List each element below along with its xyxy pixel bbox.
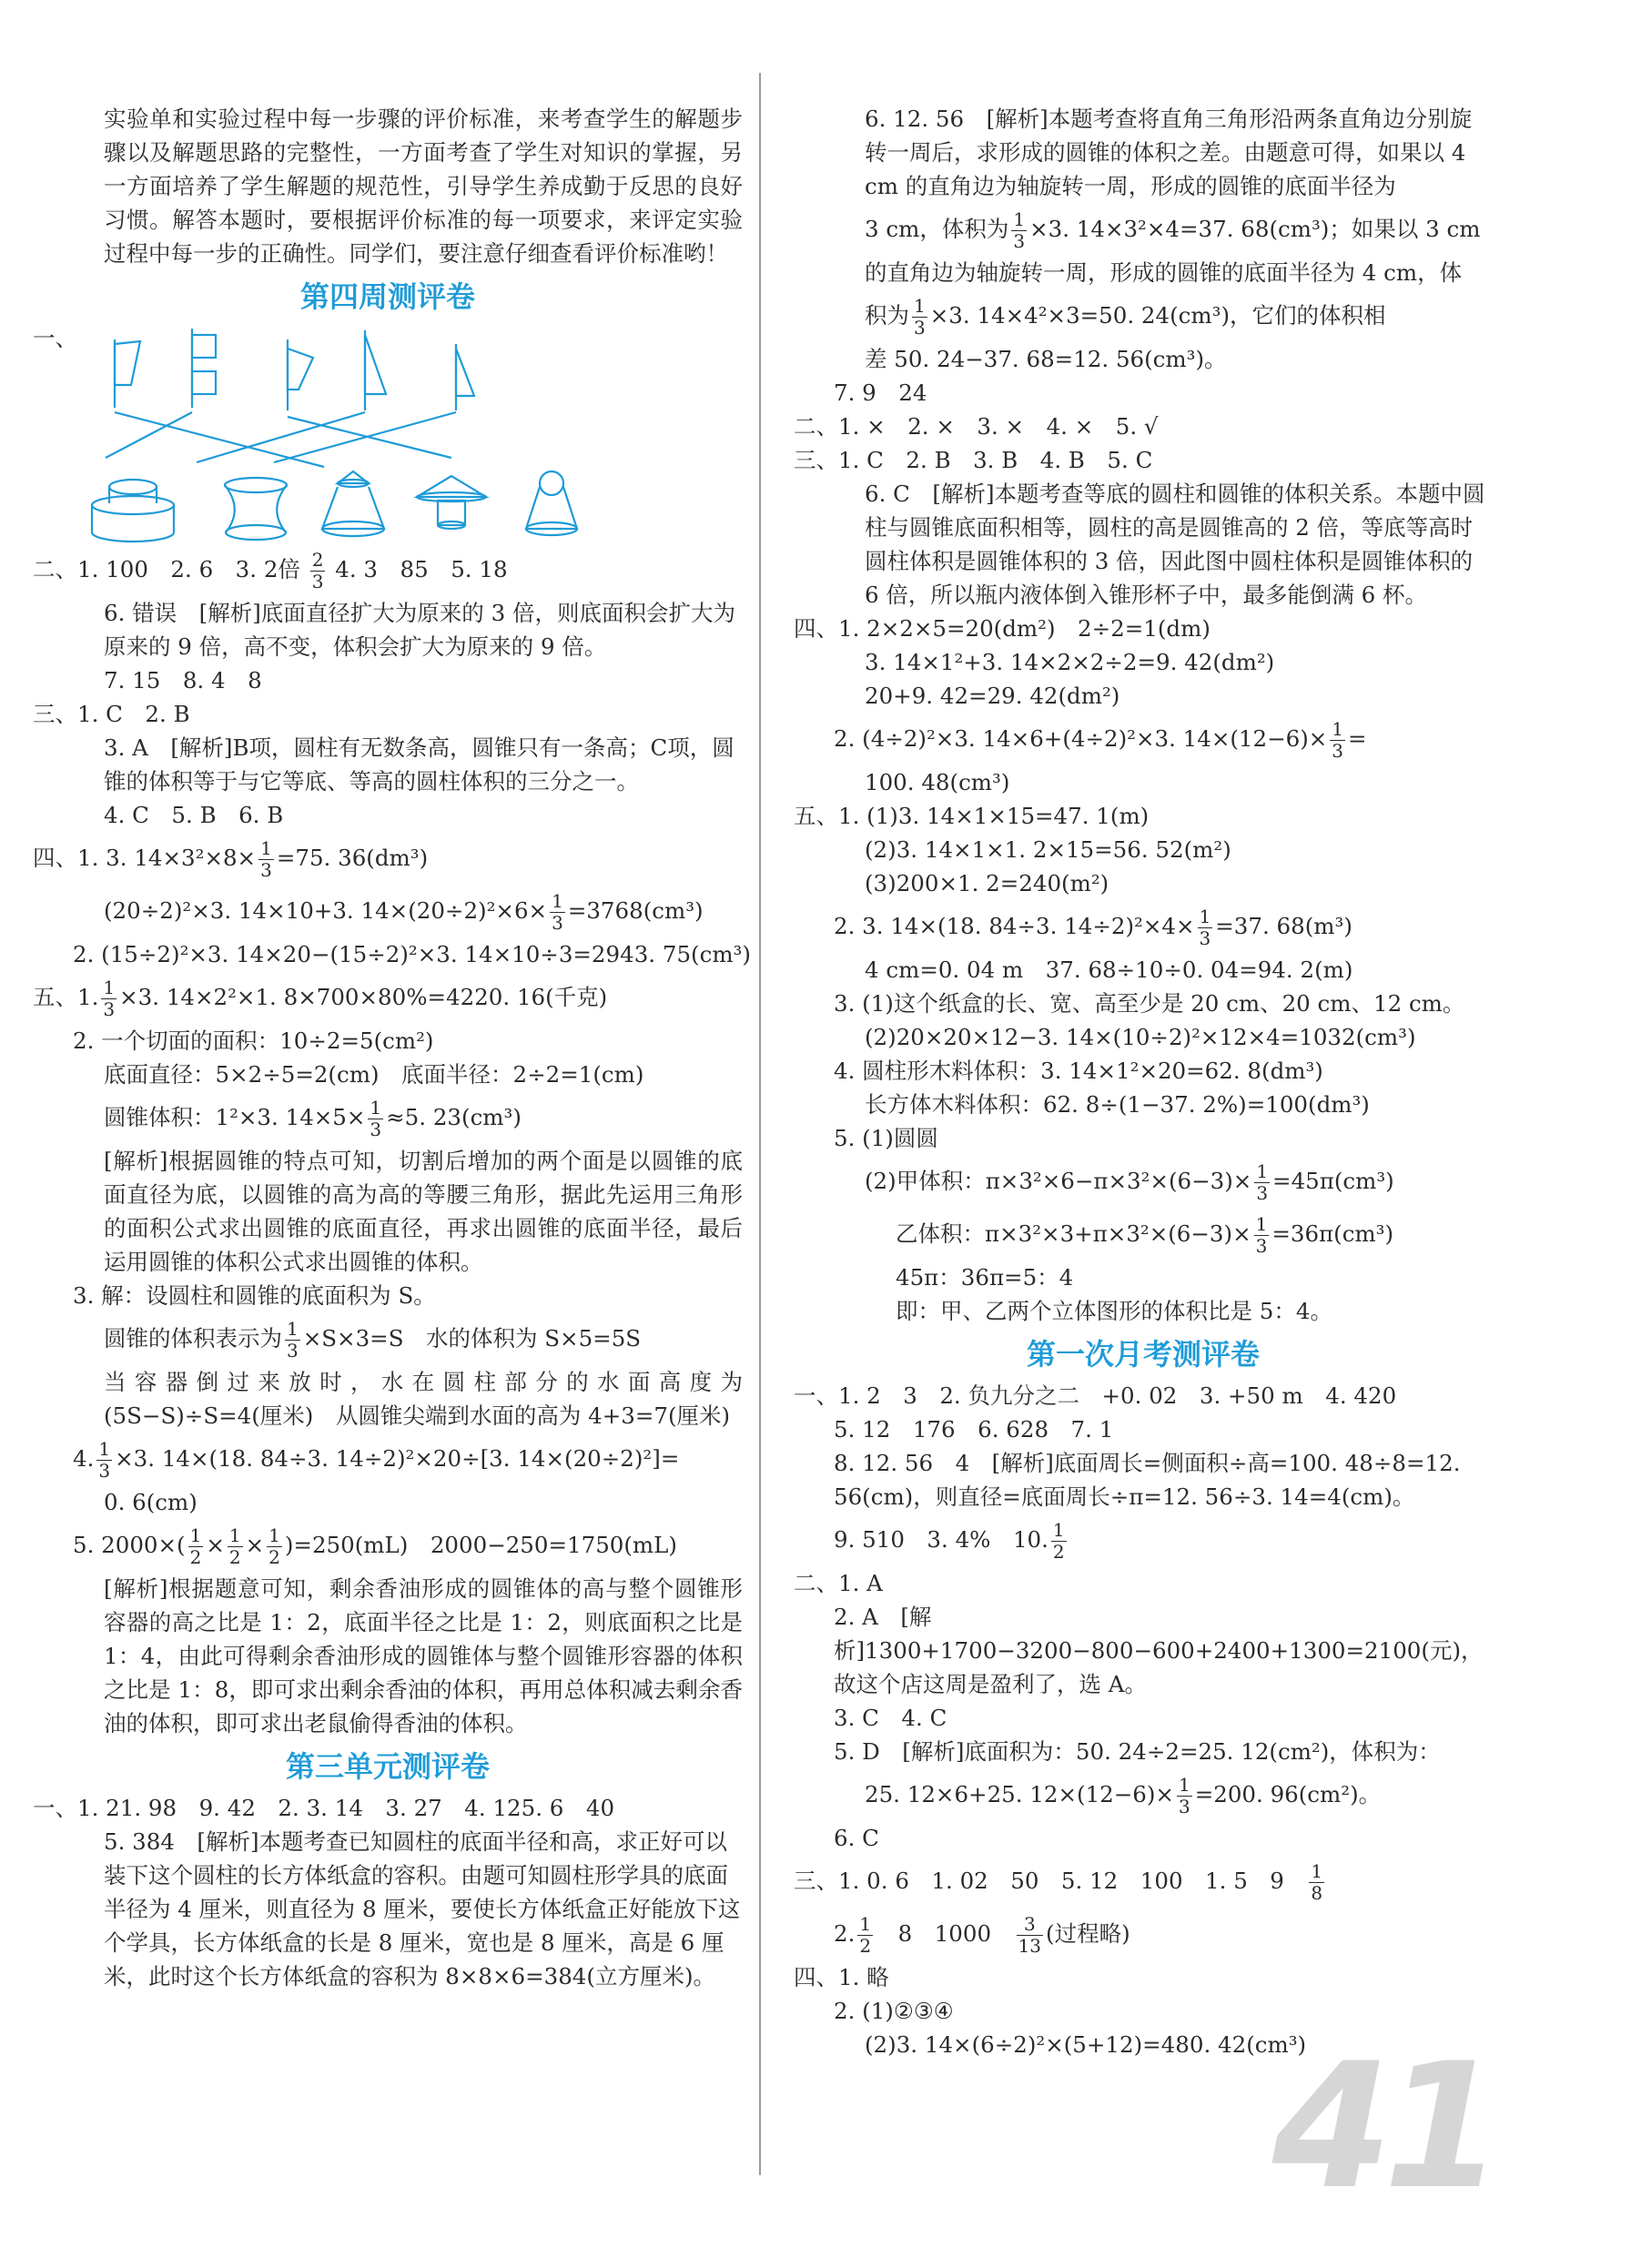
column-divider <box>759 73 761 2175</box>
r-s5-4b: 长方体木料体积：62. 8÷(1−37. 2%)=100(dm³) <box>865 1091 1370 1118</box>
fraction-1-3: $\frac{1}{3}$ <box>260 837 272 881</box>
u3-item5: 5. 384 [解析]本题考查已知圆柱的底面半径和高，求正好可以装下这个圆柱的长方体纸盒的容积。由题可知圆柱形学具的底面半径为 4 厘米，则直径为 8 厘米，要使长方体纸盒正好能放下这个学具，长方体纸盒的长是 8 厘米，宽也是 8 厘米，高是 6 厘米，此时这个长方体纸盒的容积为 8×8×6=384(立方厘米)。 <box>104 1828 741 1990</box>
section-label-1: 一、 <box>33 325 77 351</box>
flag-shape-4 <box>365 330 386 410</box>
shape-matching-diagram <box>87 321 743 543</box>
r-s5-5d: 乙体积：π×3²×3+π×3²×(6−3)× $\frac{1}{3}$ =36π(cm³) <box>896 1213 1394 1257</box>
s5-item2-line2: 底面直径：5×2÷5=2(cm) 底面半径：2÷2=1(cm) <box>104 1061 644 1088</box>
fraction-1-3: $\frac{1}{3}$ <box>103 977 116 1020</box>
flag-shape-2 <box>192 329 216 408</box>
hourglass-solid <box>225 478 287 540</box>
r-s3-item6: 6. C [解析]本题考查等底的圆柱和圆锥的体积关系。本题中圆柱与圆锥底面积相等，圆柱的高是圆锥高的 2 倍，等底等高时圆柱体积是圆锥体积的 3 倍，因此图中圆柱体积是圆锥体积的 6 倍，所以瓶内液体倒入锥形杯子中，最多能倒满 6 杯。 <box>865 481 1485 608</box>
s4-item1-line1: 四、1. 3. 14×3²×8× $\frac{1}{3}$ =75. 36(dm³) <box>33 837 429 881</box>
s4-item2: 2. (15÷2)²×3. 14×20−(15÷2)²×3. 14×10÷3=2943. 75(cm³) <box>73 941 751 967</box>
cone-on-sphere-solid <box>526 471 577 535</box>
matching-figure <box>33 321 743 543</box>
m1-s2-item2: 2. A [解析]1300+1700−3200−800−600+2400+1300=2100(元)，故这个店这周是盈利了，选 A。 <box>834 1604 1484 1697</box>
m1-s3-item1: 三、1. 0. 6 1. 02 50 5. 12 100 1. 5 9 $\frac{1}{8}$ <box>794 1860 1323 1904</box>
s5-item4-line1: 4. $\frac{1}{3}$ ×3. 14×(18. 84÷3. 14÷2)²×20÷[3. 14×(20÷2)²]= <box>73 1438 680 1482</box>
r-item6-b: 3 cm，体积为 $\frac{1}{3}$ ×3. 14×3²×4=37. 68(cm³)；如果以 3 cm <box>865 208 1481 252</box>
m1-s2-item3: 3. C 4. C <box>834 1705 947 1731</box>
cylinder-stack-solid <box>92 480 174 542</box>
r-s5-3b: (2)20×20×12−3. 14×(10÷2)²×12×4=1032(cm³) <box>865 1024 1416 1050</box>
s3-items: 三、1. C 2. B <box>33 701 190 727</box>
fraction-1-2: $\frac{1}{2}$ <box>268 1524 280 1568</box>
right-column <box>794 102 1493 2061</box>
s5-item3-line2: 圆锥的体积表示为 $\frac{1}{3}$ ×S×3=S 水的体积为 S×5=5S <box>104 1318 642 1362</box>
s2-item7: 7. 15 8. 4 8 <box>104 667 262 694</box>
fraction-1-3: $\frac{1}{3}$ <box>914 295 926 339</box>
s5-item2-analysis: [解析]根据圆锥的特点可知，切割后增加的两个面是以圆锥的底面直径为底，以圆锥的高为高的等腰三角形，据此先运用三角形的面积公式求出圆锥的底面直径，再求出圆锥的底面半径，最后运用圆锥的体积公式求出圆锥的体积。 <box>104 1148 743 1275</box>
fraction-1-3: $\frac{1}{3}$ <box>370 1097 382 1140</box>
r-item7: 7. 9 24 <box>834 380 927 406</box>
s5-item5-analysis: [解析]根据题意可知，剩余香油形成的圆锥体的高与整个圆锥形容器的高之比是 1：2，底面半径之比是 1：2，则底面积之比是 1：4，由此可得剩余香油形成的圆锥体与整个圆锥形容器的体积之比是 1：8，即可求出剩余香油的体积，再用总体积减去剩余香油的体积，即可求出老鼠偷得香油的体积。 <box>104 1575 743 1736</box>
m1-s1-item9: 9. 510 3. 4% 10. $\frac{1}{2}$ <box>834 1519 1065 1563</box>
r-item6-a: 6. 12. 56 [解析]本题考查将直角三角形沿两条直角边分别旋转一周后，求形成的圆锥的体积之差。由题意可得，如果以 4 cm 的直角边为轴旋转一周，形成的圆锥的底面半径为 <box>865 106 1473 199</box>
fraction-1-2: $\frac{1}{2}$ <box>228 1524 241 1568</box>
section-title-week4: 第四周测评卷 <box>299 279 475 314</box>
m1-s2-item1: 二、1. A <box>794 1570 883 1596</box>
m1-s1-item8: 8. 12. 56 4 [解析]底面周长=侧面积÷高=100. 48÷8=12. 56(cm)，则直径=底面周长÷π=12. 56÷3. 14=4(cm)。 <box>834 1450 1461 1510</box>
fraction-1-3: $\frac{1}{3}$ <box>287 1318 299 1362</box>
fraction-1-8: $\frac{1}{8}$ <box>1311 1860 1323 1904</box>
u3-items: 一、1. 21. 98 9. 42 2. 3. 14 3. 27 4. 125. 6 40 <box>33 1795 615 1821</box>
r-s3: 三、1. C 2. B 3. B 4. B 5. C <box>794 447 1153 473</box>
mushroom-solid <box>417 476 486 529</box>
fraction-1-3: $\frac{1}{3}$ <box>1199 906 1211 949</box>
r-s5-5g: 即：甲、乙两个立体图形的体积比是 5：4。 <box>896 1298 1332 1324</box>
s5-item3-line1: 3. 解：设圆柱和圆锥的底面积为 S。 <box>73 1282 436 1309</box>
r-s5-1a: 五、1. (1)3. 14×1×15=47. 1(m) <box>794 803 1150 829</box>
m1-s2-item6: 6. C <box>834 1825 879 1851</box>
page-number: 41 <box>1271 2026 1494 2227</box>
s5-item1: 五、1. $\frac{1}{3}$ ×3. 14×2²×1. 8×700×80%=4220. 16(千克) <box>33 977 608 1020</box>
r-s5-5a: 5. (1)圆圆 <box>834 1125 938 1151</box>
r-s5-3a: 3. (1)这个纸盒的长、宽、高至少是 20 cm、20 cm、12 cm。 <box>834 990 1465 1017</box>
fraction-1-3: $\frac{1}{3}$ <box>1332 718 1344 762</box>
r-item6-d: 的直角边为轴旋转一周，形成的圆锥的底面半径为 4 cm，体 <box>865 259 1463 286</box>
s5-item4-line2: 0. 6(cm) <box>104 1489 198 1515</box>
s4-item1-line2: (20÷2)²×3. 14×10+3. 14×(20÷2)²×6× $\frac{1}{3}$ =3768(cm³) <box>104 890 704 934</box>
flag-shape-3 <box>288 339 313 410</box>
r-s5-5f: 45π：36π=5：4 <box>896 1264 1074 1291</box>
m1-s3-item2: 2. $\frac{1}{2}$ 8 1000 $\frac{3}{13}$ (过程略) <box>834 1913 1130 1957</box>
s5-item2-line3: 圆锥体积：1²×3. 14×5× $\frac{1}{3}$ ≈5. 23(cm³) <box>104 1097 522 1140</box>
m1-s4-item2a: 2. (1)②③④ <box>834 1998 954 2024</box>
double-cone-solid <box>322 471 384 536</box>
r-s5-2c: 4 cm=0. 04 m 37. 68÷10÷0. 04=94. 2(m) <box>865 957 1353 983</box>
fraction-1-3: $\frac{1}{3}$ <box>98 1438 111 1482</box>
fraction-1-2: $\frac{1}{2}$ <box>189 1524 202 1568</box>
flag-shape-5 <box>456 344 474 410</box>
r-s5-4a: 4. 圆柱形木料体积：3. 14×1²×20=62. 8(dm³) <box>834 1058 1323 1084</box>
fraction-2-3: $\frac{2}{3}$ <box>311 549 324 592</box>
fraction-3-13: $\frac{3}{13}$ <box>1018 1913 1042 1957</box>
fraction-1-2: $\frac{1}{2}$ <box>1052 1519 1065 1563</box>
fraction-1-3: $\frac{1}{3}$ <box>1013 208 1026 252</box>
section-title-month1: 第一次月考测评卷 <box>1026 1337 1260 1372</box>
r-s2: 二、1. × 2. × 3. × 4. × 5. √ <box>794 413 1159 440</box>
s5-item5-line1: 5. 2000×( $\frac{1}{2}$ × $\frac{1}{2}$ × $\frac{1}{2}$ )=250(mL) 2000−250=1750(mL) <box>73 1524 677 1568</box>
r-s4-1c: 20+9. 42=29. 42(dm²) <box>865 683 1120 709</box>
r-s4-2c: 100. 48(cm³) <box>865 769 1010 795</box>
fraction-1-3: $\frac{1}{3}$ <box>1256 1160 1269 1204</box>
s3-item4: 4. C 5. B 6. B <box>104 802 284 828</box>
intro-paragraph: 实验单和实验过程中每一步骤的评价标准，来考查学生的解题步骤以及解题思路的完整性，一方面考查了学生对知识的掌握，另一方面培养了学生解题的规范性，引导学生养成勤于反思的良好习惯。解答本题时，要根据评价标准的每一项要求，来评定实验过程中每一步的正确性。同学们，要注意仔细查看评价标准哟！ <box>104 106 743 267</box>
fraction-1-3: $\frac{1}{3}$ <box>552 890 563 934</box>
flag-shape-1 <box>115 339 140 408</box>
fraction-1-2: $\frac{1}{2}$ <box>859 1913 872 1957</box>
r-s5-1c: (3)200×1. 2=240(m²) <box>865 870 1109 896</box>
m1-s1-line2: 5. 12 176 6. 628 7. 1 <box>834 1416 1114 1443</box>
r-item6-g: 差 50. 24−37. 68=12. 56(cm³)。 <box>865 346 1227 372</box>
r-s5-1b: (2)3. 14×1×1. 2×15=56. 52(m²) <box>865 836 1231 863</box>
s5-item3-line3: 当容器倒过来放时，水在圆柱部分的水面高度为(5S−S)÷S=4(厘米) 从圆锥尖端到水面的高为 4+3=7(厘米) <box>104 1369 743 1429</box>
s2-line1-text-a: 二、1. 100 2. 6 3. 2倍 <box>33 556 300 582</box>
s3-item3: 3. A [解析]B项，圆柱有无数条高，圆锥只有一条高；C项，圆锥的体积等于与它等底、等高的圆柱体积的三分之一。 <box>104 734 734 795</box>
s2-item6: 6. 错误 [解析]底面直径扩大为原来的 3 倍，则底面积会扩大为原来的 9 倍，高不变，体积会扩大为原来的 9 倍。 <box>104 600 735 660</box>
s5-item2-line1: 2. 一个切面的面积：10÷2=5(cm²) <box>73 1028 434 1054</box>
section-title-unit3: 第三单元测评卷 <box>285 1749 490 1784</box>
m1-s2-item5b: 25. 12×6+25. 12×(12−6)× $\frac{1}{3}$ =200. 96(cm²)。 <box>865 1774 1382 1817</box>
m1-s4-item2b: (2)3. 14×(6÷2)²×(5+12)=480. 42(cm³) <box>865 2031 1307 2058</box>
r-s4-2a: 2. (4÷2)²×3. 14×6+(4÷2)²×3. 14×(12−6)× $\frac{1}{3}$ = <box>834 718 1367 762</box>
left-column <box>33 102 751 1993</box>
r-s4-1a: 四、1. 2×2×5=20(dm²) 2÷2=1(dm) <box>794 615 1211 642</box>
r-s5-5b: (2)甲体积：π×3²×6−π×3²×(6−3)× $\frac{1}{3}$ =45π(cm³) <box>865 1160 1394 1204</box>
r-s5-2a: 2. 3. 14×(18. 84÷3. 14÷2)²×4× $\frac{1}{3}$ =37. 68(m³) <box>834 906 1352 949</box>
fraction-1-3: $\frac{1}{3}$ <box>1255 1213 1268 1257</box>
s2-line1-text-b: 4. 3 85 5. 18 <box>335 556 508 582</box>
m1-s2-item5a: 5. D [解析]底面积为：50. 24÷2=25. 12(cm²)，体积为： <box>834 1738 1441 1765</box>
m1-s1-line1: 一、1. 2 3 2. 负九分之二 +0. 02 3. +50 m 4. 420 <box>794 1382 1397 1409</box>
r-item6-e: 积为 $\frac{1}{3}$ ×3. 14×4²×3=50. 24(cm³)，它们的体积相 <box>865 295 1386 339</box>
r-s4-1b: 3. 14×1²+3. 14×2×2÷2=9. 42(dm²) <box>865 649 1275 675</box>
m1-s4-item1: 四、1. 略 <box>794 1964 889 1990</box>
fraction-1-3: $\frac{1}{3}$ <box>1178 1774 1190 1817</box>
